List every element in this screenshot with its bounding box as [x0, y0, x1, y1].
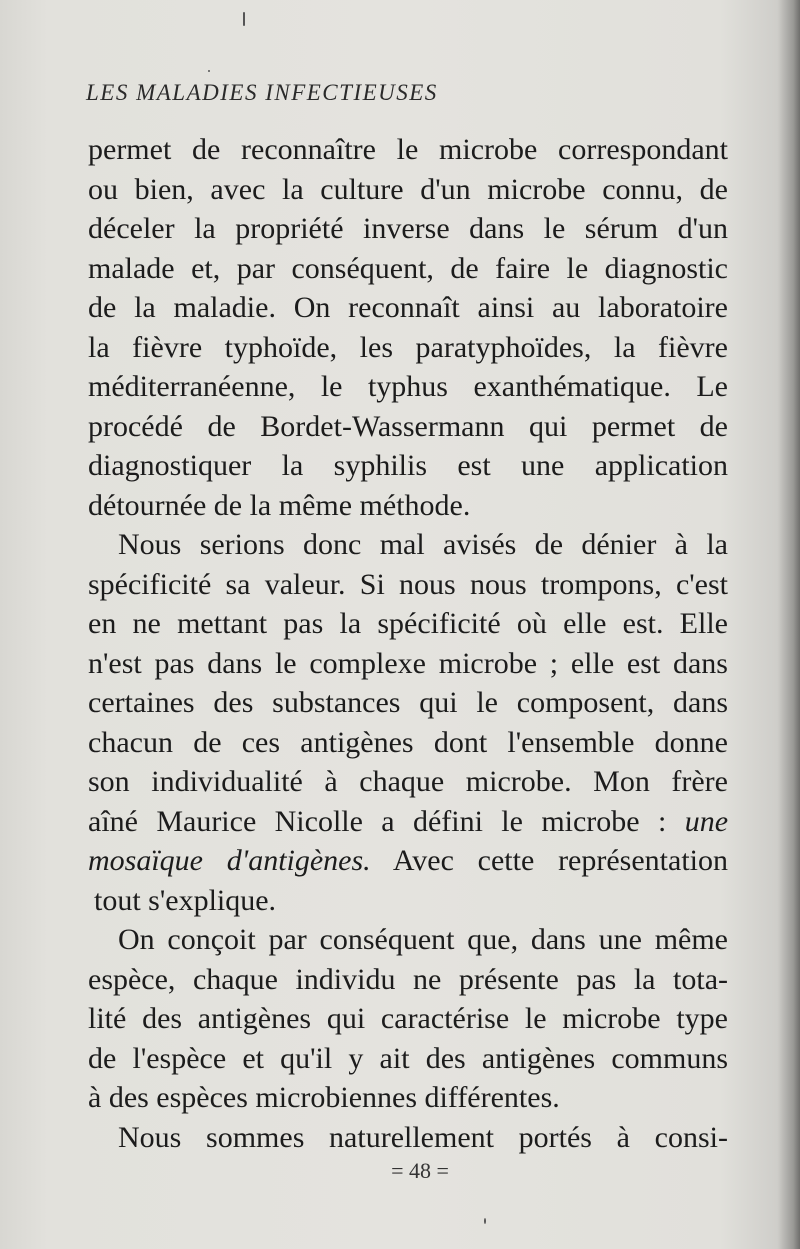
paragraph: [88, 130, 728, 525]
page-number: = 48 =: [391, 1158, 449, 1183]
spine-shadow: [778, 0, 800, 1249]
text-line: Nous serions donc mal avisés de dénier à la: [118, 528, 728, 561]
text-line: permet de reconnaître le microbe correspondant: [88, 133, 728, 166]
text-segment: Avec cette représentation: [392, 844, 728, 877]
text-line: son individualité à chaque microbe. Mon frère: [88, 765, 728, 798]
text-line: déceler la propriété inverse dans le sérum d'un: [88, 212, 728, 245]
text-line: méditerranéenne, le typhus exanthématique. Le: [88, 370, 728, 403]
italic-text: mosaïque d'antigènes.: [88, 844, 371, 877]
text-line: à des espèces microbiennes différentes.: [88, 1081, 560, 1114]
text-line: en ne mettant pas la spécificité où elle est. Elle: [88, 607, 728, 640]
text-line: certaines des substances qui le composent, dans: [88, 686, 728, 719]
text-line: tout s'explique.: [94, 883, 277, 917]
text-line: lité des antigènes qui caractérise le microbe type: [88, 1002, 728, 1035]
text-line: Nous sommes naturellement portés à consi-: [118, 1120, 728, 1154]
ink-speck: [243, 12, 245, 26]
paragraph: [88, 525, 728, 920]
text-line: spécificité sa valeur. Si nous nous trompons, c'est: [88, 567, 728, 601]
paragraph: [88, 1118, 728, 1158]
text-line: détournée de la même méthode.: [88, 488, 471, 522]
text-line: de l'espèce et qu'il y ait des antigènes communs: [88, 1041, 728, 1075]
text-line: [88, 841, 728, 881]
ink-speck: [208, 70, 210, 72]
text-line: espèce, chaque individu ne présente pas la tota-: [88, 962, 728, 996]
text-line: malade et, par conséquent, de faire le diagnostic: [88, 251, 728, 285]
text-line: On conçoit par conséquent que, dans une même: [118, 923, 728, 956]
text-segment: aîné Maurice Nicolle a défini le microbe :: [88, 804, 667, 838]
running-head: LES MALADIES INFECTIEUSES: [86, 80, 438, 105]
text-line: [88, 802, 728, 842]
text-line: la fièvre typhoïde, les paratyphoïdes, la fièvre: [88, 330, 728, 364]
ink-speck: [484, 1218, 486, 1224]
text-line: n'est pas dans le complexe microbe ; elle est dans: [88, 646, 728, 680]
text-line: chacun de ces antigènes dont l'ensemble donne: [88, 725, 728, 759]
text-line: ou bien, avec la culture d'un microbe connu, de: [88, 172, 728, 206]
italic-text: une: [684, 804, 729, 838]
body-text: [88, 130, 728, 1157]
text-line: diagnostiquer la syphilis est une application: [88, 449, 728, 482]
text-line: de la maladie. On reconnaît ainsi au laboratoire: [88, 291, 728, 324]
paragraph: [88, 920, 728, 1118]
text-line: procédé de Bordet-Wassermann qui permet de: [88, 409, 728, 443]
